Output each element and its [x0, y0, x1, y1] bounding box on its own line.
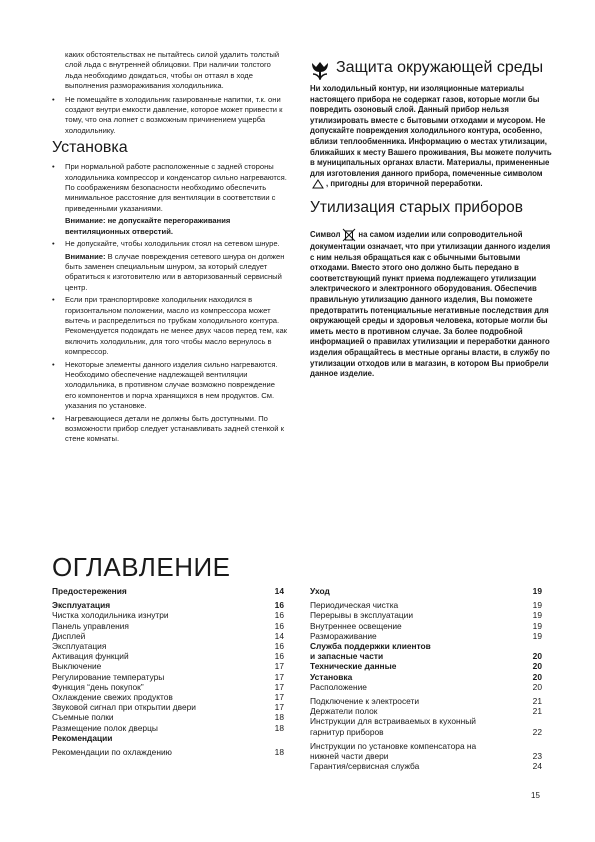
toc-entry-page: 17: [274, 671, 284, 682]
toc-entry[interactable]: [52, 712, 284, 722]
toc-entry[interactable]: [52, 723, 284, 733]
bullet-carbonated: • Не помещайте в холодильник газированные напитки, т.к. они создают внутри емкости давление, которое может привести к тому, что она лопнет с возможным причинением ущерба холодильнику.: [52, 94, 283, 135]
toc-entry-page: 21: [532, 706, 542, 717]
toc-entry[interactable]: [310, 716, 542, 726]
environment-heading: Защита окружающей среды: [310, 58, 556, 80]
tulip-icon: [310, 60, 330, 80]
toc-entry[interactable]: [310, 741, 542, 751]
toc-entry-label: Звуковой сигнал при открытии двери: [52, 702, 196, 713]
toc-entry[interactable]: [310, 751, 542, 761]
toc-entry[interactable]: [310, 682, 542, 692]
disposal-text: Символ на самом изделии или сопроводительной документации означает, что при утилизации данного изделия с ним нельзя обращаться как с обычными бытовыми отходами. Вместо этого оно должно быть передано в соответствующий пункт приема подлежащего утилизации электрического и электронного оборудования. Обеспечив правильную утилизацию данного изделия, Вы поможете предотвратить потенциальные негативные последствия для окружающей среды и здоровья человека, которые могли бы иметь место в противном случае. За более подробной информацией о правилах утилизации и переработки данного изделия обращайтесь в местные органы власти, в службу по утилизации отходов или в магазин, в котором Вы приобрели данное изделие.: [310, 228, 556, 380]
intro-paragraph: каких обстоятельствах не пытайтесь силой удалить толстый слой льда с внутренней облицовки. При наличии толстого льда необходимо дождаться, чтобы он оттаял в ходе выполнения размораживания холодильника.: [65, 50, 280, 91]
crossed-bin-icon: [342, 228, 356, 242]
environment-text: Ни холодильный контур, ни изоляционные материалы настоящего прибора не содержат газов, которые могли бы повредить озоновый слой. Данный прибор нельзя утилизировать вместе с бытовыми отходами и мусором. Не допускайте повреждения холодильного контура, особенно, вблизи теплообменника. Информацию о местах утилизации, ближайших к месту Вашего проживания, Вы можете получить в муниципальных органах власти. Материалы, примененные для изготовления данного прибора, помеченные символом, пригодны для вторичной переработки.: [310, 84, 552, 189]
page-number: 15: [531, 791, 540, 800]
toc-entry-page: 23: [532, 751, 542, 762]
bullet-icon: •: [52, 295, 55, 305]
toc-entry-label: Инструкции для встраиваемых в кухонный: [310, 716, 476, 727]
toc-entry-label: Функция “день покупок”: [52, 681, 144, 692]
toc-entry[interactable]: [310, 706, 542, 716]
recycle-icon: [312, 179, 324, 189]
toc-entry[interactable]: [52, 610, 284, 620]
toc-entry-label: гарнитур приборов: [310, 726, 384, 737]
disposal-heading: Утилизация старых приборов: [310, 199, 524, 216]
bullet-icon: •: [52, 94, 55, 104]
toc-title: ОГЛАВЛЕНИЕ: [52, 552, 231, 582]
toc-entry-label: Расположение: [310, 681, 367, 692]
toc-entry-label: Охлаждение свежих продуктов: [52, 692, 173, 703]
toc-entry[interactable]: [310, 610, 542, 620]
toc-entry[interactable]: [310, 661, 542, 671]
toc-left-column: [52, 586, 284, 757]
toc-entry-label: Размораживание: [310, 630, 377, 641]
toc-entry-label: Технические данные: [310, 661, 397, 672]
toc-entry-label: Перерывы в эксплуатации: [310, 610, 414, 621]
toc-entry-page: 16: [274, 620, 284, 631]
toc-entry-label: Панель управления: [52, 620, 129, 631]
bullet-icon: •: [52, 162, 55, 172]
toc-entry[interactable]: [52, 733, 284, 743]
toc-entry-page: 14: [274, 630, 284, 641]
toc-entry[interactable]: [310, 651, 542, 661]
bullet-hot-parts: • Нагревающиеся детали не должны быть доступными. По возможности прибор следует устанавливать задней стенкой к стене комнаты.: [52, 413, 284, 444]
toc-entry-label: Активация функций: [52, 651, 129, 662]
bullet-icon: •: [52, 239, 55, 249]
toc-entry-label: Периодическая чистка: [310, 600, 399, 611]
bullet-cord: • Не допускайте, чтобы холодильник стоял на сетевом шнуре.: [52, 239, 280, 249]
bullet-heat: • Некоторые элементы данного изделия сильно нагреваются. Необходимо обеспечение надлежащей вентиляции холодильника, в противном случае возможно повреждение его компонентов и порча хранящихся в нем продуктов. См. указания по установке.: [52, 359, 278, 411]
toc-entry-page: 19: [532, 600, 542, 611]
toc-entry-page: [524, 741, 542, 751]
toc-entry-label: Размещение полок дверцы: [52, 722, 158, 733]
toc-entry[interactable]: [52, 641, 284, 651]
toc-entry[interactable]: [310, 696, 542, 706]
toc-entry-label: и запасные части: [310, 651, 384, 662]
bullet-icon: •: [52, 359, 55, 369]
toc-entry[interactable]: [52, 747, 284, 757]
cord-warning: Внимание: В случае повреждения сетевого шнура он должен быть заменен специальным шнуром, за который следует обратиться к изготовителю или в авторизованный сервисный центр.: [65, 251, 285, 292]
right-column: [310, 58, 556, 380]
toc-entry-label: Служба поддержки клиентов: [310, 641, 431, 652]
toc-entry-label: Чистка холодильника изнутри: [52, 610, 169, 621]
toc-entry-label: Предостережения: [52, 586, 127, 596]
toc-entry-page: 16: [274, 610, 284, 621]
toc-entry[interactable]: [310, 600, 542, 610]
toc-entry-page: 20: [532, 671, 542, 682]
toc-entry-page: 19: [532, 630, 542, 641]
toc-entry-page: 17: [274, 681, 284, 692]
toc-entry[interactable]: [310, 727, 542, 737]
toc-entry-label: Дисплей: [52, 630, 86, 641]
toc-entry-page: 20: [532, 661, 542, 672]
toc-entry-page: 22: [532, 726, 542, 737]
toc-entry-page: 20: [532, 651, 542, 662]
toc-entry-label: Съемные полки: [52, 712, 114, 723]
toc-entry[interactable]: [52, 621, 284, 631]
toc-entry-page: 19: [532, 620, 542, 631]
toc-entry-label: Эксплуатация: [52, 600, 111, 611]
toc-entry-page: 19: [532, 586, 542, 596]
toc-entry[interactable]: [310, 631, 542, 641]
toc-entry[interactable]: [310, 672, 542, 682]
toc-entry[interactable]: [52, 672, 284, 682]
toc-entry-label: Рекомендации: [52, 732, 113, 743]
toc-entry-page: 16: [274, 651, 284, 662]
toc-entry-page: 20: [532, 681, 542, 692]
toc-entry-label: Регулирование температуры: [52, 671, 165, 682]
toc-entry-page: 18: [274, 747, 284, 758]
toc-entry-label: Подключение к электросети: [310, 696, 420, 707]
toc-entry-page: [524, 716, 542, 726]
toc-entry[interactable]: [52, 682, 284, 692]
toc-entry-page: 21: [532, 696, 542, 707]
toc-right-column: [310, 586, 542, 771]
left-column: [52, 50, 288, 447]
toc-entry-page: 14: [274, 586, 284, 596]
toc-entry[interactable]: [52, 586, 284, 596]
toc-entry[interactable]: [52, 600, 284, 610]
toc-entry-label: Внутреннее освещение: [310, 620, 402, 631]
toc-entry[interactable]: [310, 761, 542, 771]
toc-entry[interactable]: [52, 651, 284, 661]
toc-entry[interactable]: [52, 692, 284, 702]
toc-entry-label: Гарантия/сервисная служба: [310, 761, 420, 772]
toc-entry-page: 19: [532, 610, 542, 621]
toc-entry[interactable]: [52, 702, 284, 712]
toc-entry[interactable]: [310, 621, 542, 631]
toc-entry-label: Установка: [310, 671, 353, 682]
toc-entry-label: Рекомендации по охлаждению: [52, 747, 172, 758]
toc-entry-label: Эксплуатация: [52, 641, 107, 652]
toc-entry-page: 17: [274, 702, 284, 713]
bullet-transport: • Если при транспортировке холодильник находился в горизонтальном положении, масло из компрессора может вытечь и распределиться по трубкам холодильного контура. Рекомендуется подождать не менее двух часов перед тем, как включить холодильник, для того чтобы масло вернулось в компрессор.: [52, 295, 287, 357]
toc-entry-page: 16: [274, 600, 284, 611]
toc-entry-label: Уход: [310, 586, 330, 596]
toc-entry-label: нижней части двери: [310, 751, 389, 762]
toc-entry[interactable]: [52, 631, 284, 641]
bullet-icon: •: [52, 413, 55, 423]
bullet-compressor: • При нормальной работе расположенные с задней стороны холодильника компрессор и конденсатор сильно нагреваются. По соображениям безопасности необходимо обеспечить минимальное расстояние для вентиляции в соответствии с приведенными указаниями.: [52, 162, 287, 213]
toc-entry-page: [266, 733, 284, 743]
install-heading: Установка: [52, 139, 128, 157]
ventilation-warning: Внимание: не допускайте перегораживания вентиляционных отверстий.: [65, 216, 231, 236]
toc-entry[interactable]: [310, 586, 542, 596]
toc-entry-page: [524, 641, 542, 651]
toc-entry-page: 18: [274, 722, 284, 733]
toc-entry-page: 24: [532, 761, 542, 772]
toc-entry-label: Держатели полок: [310, 706, 378, 717]
toc-entry-page: 17: [274, 661, 284, 672]
toc-entry-page: 18: [274, 712, 284, 723]
toc-entry-label: Инструкции по установке компенсатора на: [310, 740, 477, 751]
toc-entry[interactable]: [52, 661, 284, 671]
toc-entry-label: Выключение: [52, 661, 102, 672]
toc-entry-page: 16: [274, 641, 284, 652]
toc-entry-page: 17: [274, 692, 284, 703]
toc-entry[interactable]: [310, 641, 542, 651]
